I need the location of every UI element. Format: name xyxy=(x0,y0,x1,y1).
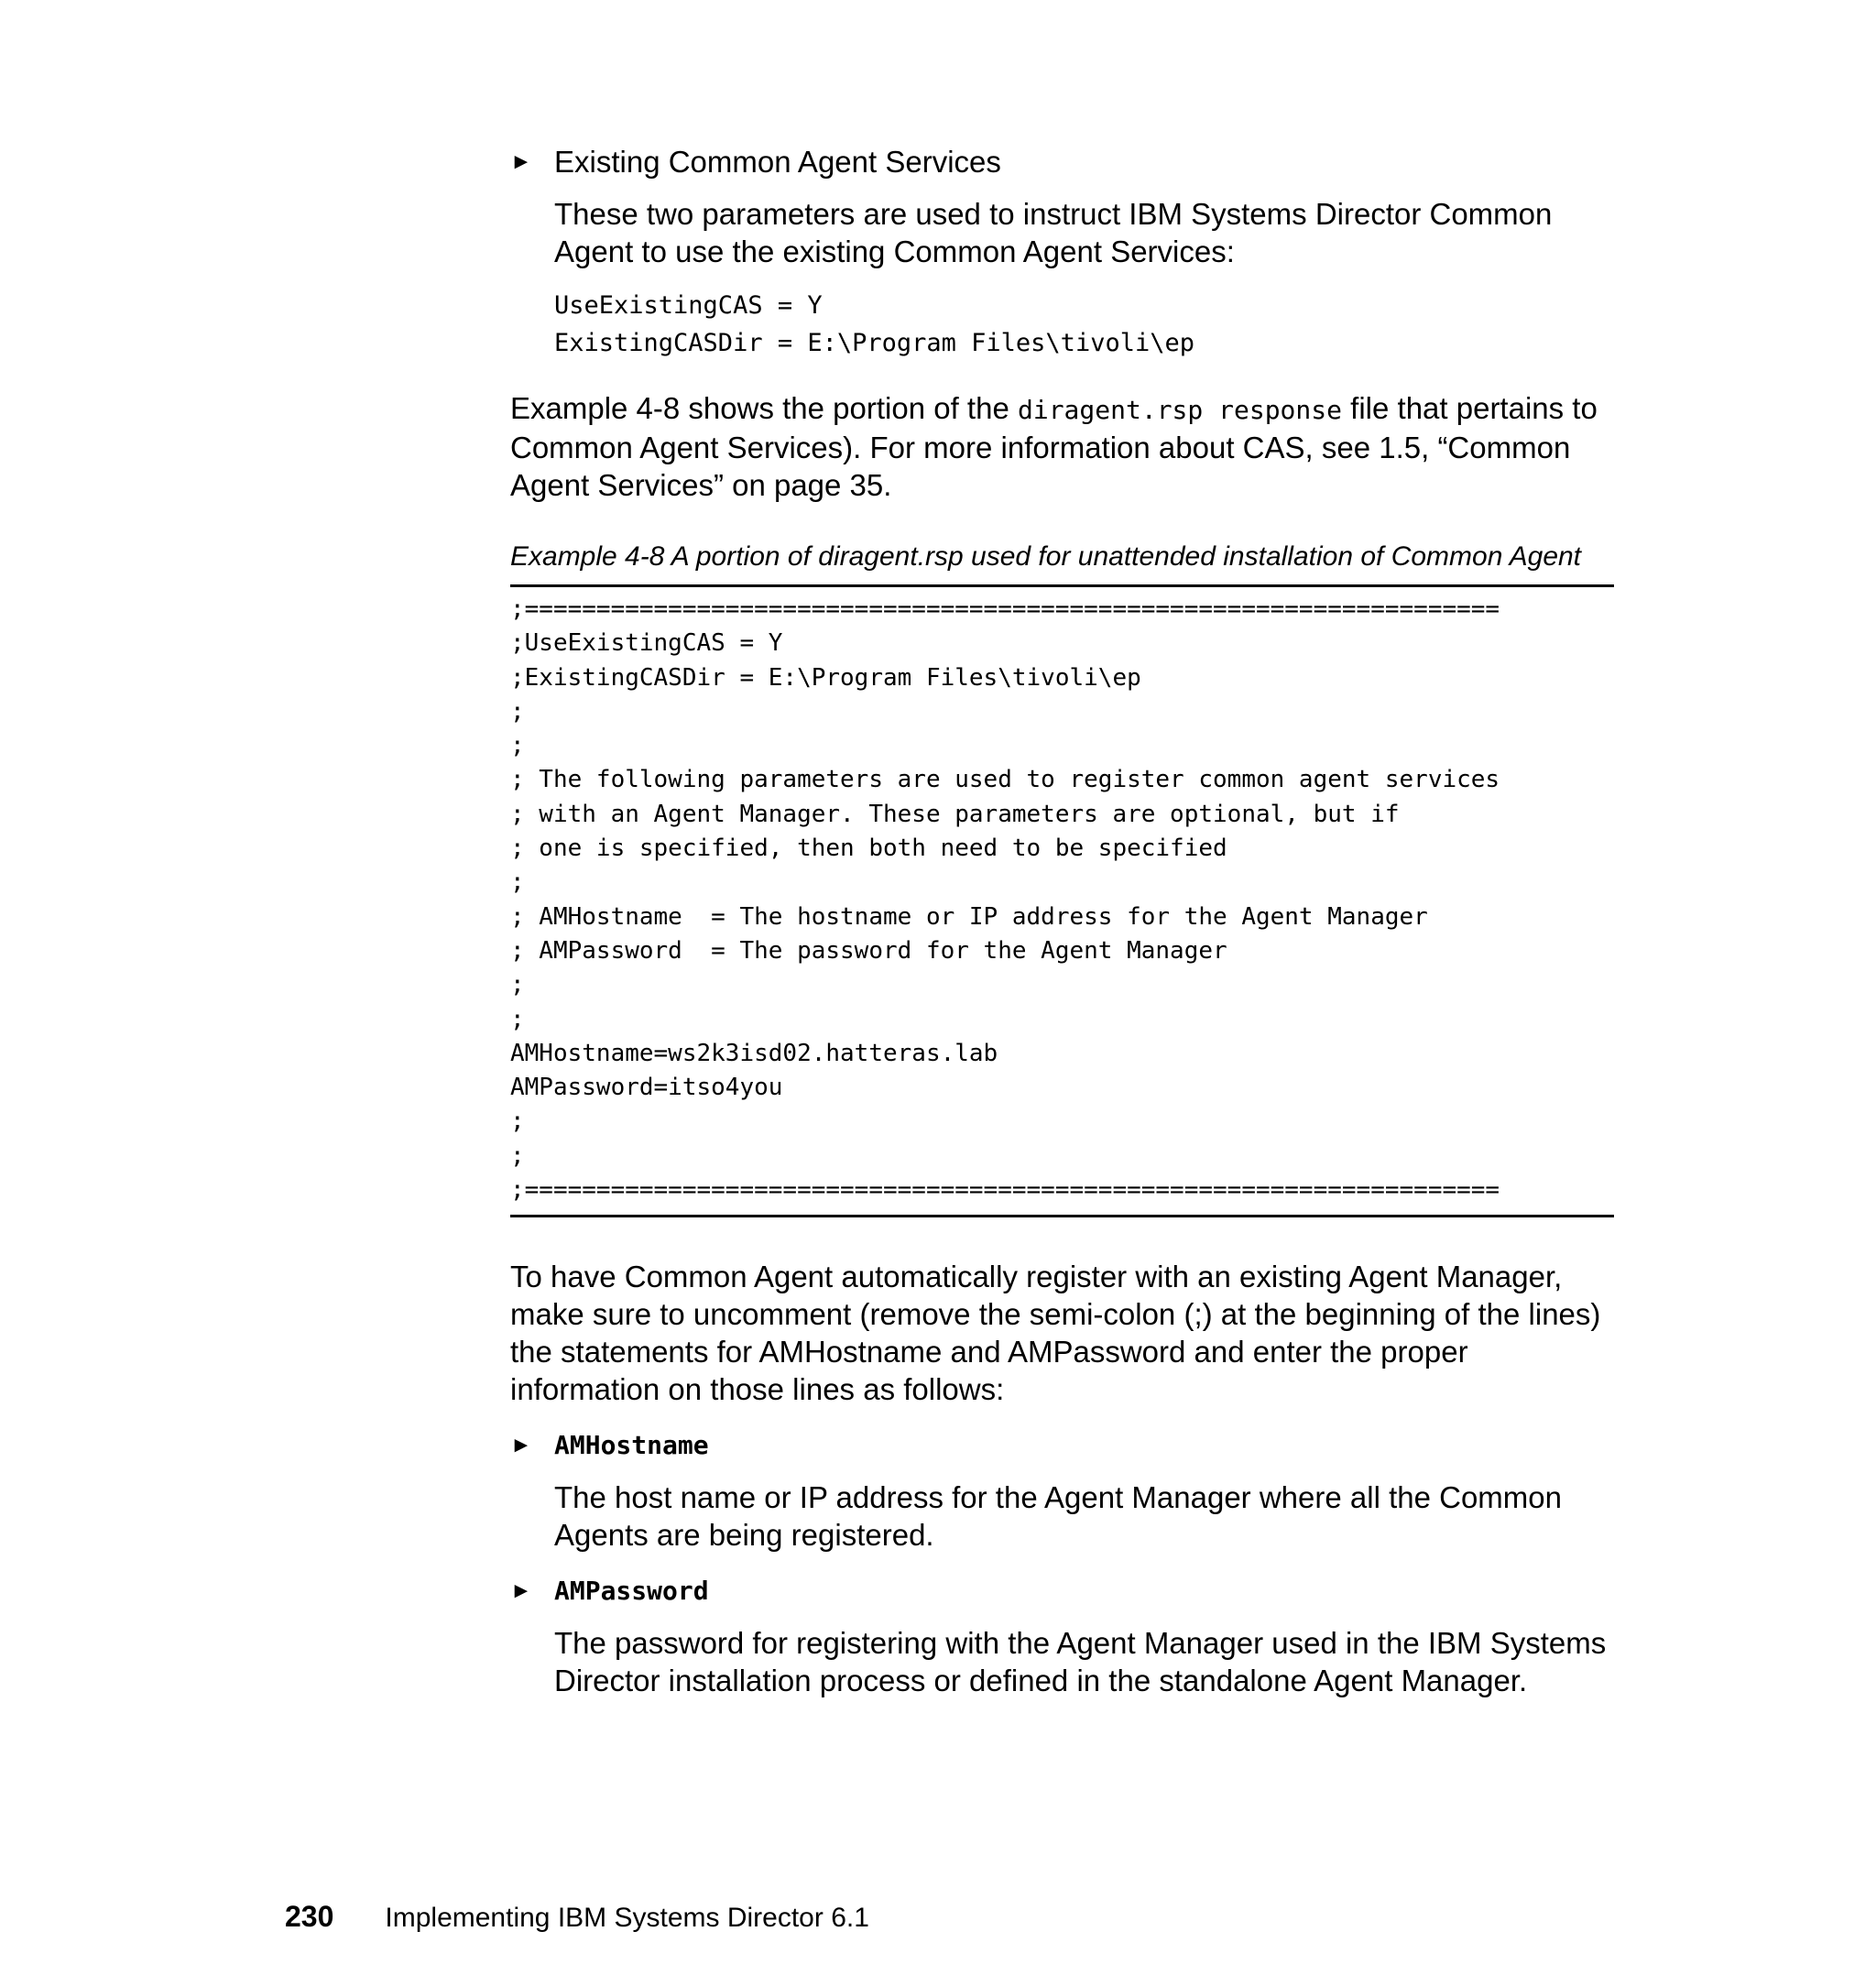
bullet-title: Existing Common Agent Services xyxy=(554,145,1001,179)
page-footer xyxy=(285,1900,869,1935)
paragraph-intro xyxy=(510,389,1614,504)
bullet-description: These two parameters are used to instruct IBM Systems Director Common Agent to use the existing Common Agent Services: xyxy=(554,197,1553,268)
code-snippet: UseExistingCAS = Y ExistingCASDir = E:\Program Files\tivoli\ep xyxy=(554,291,1194,357)
bullet-triangle-icon: ► xyxy=(510,1578,532,1604)
term-description: The password for registering with the Agent Manager used in the IBM Systems Director installation process or defined in the standalone Agent Manager. xyxy=(554,1626,1607,1698)
page-number: 230 xyxy=(285,1900,334,1933)
bullet-ampassword xyxy=(510,1572,1614,1699)
page-content xyxy=(510,143,1614,1699)
paragraph-text: file that pertains to Common Agent Services). For more information about CAS, see 1.5, “Common Agent Services” on page 35. xyxy=(510,391,1598,502)
example-caption: Example 4-8 A portion of diragent.rsp used for unattended installation of Common Agent xyxy=(510,541,1582,572)
paragraph-instructions: To have Common Agent automatically register with an existing Agent Manager, make sure to uncomment (remove the semi-colon (;) at the beginning of the lines) the statements for AMHostname and AMPassword and enter the proper information on those lines as follows: xyxy=(510,1260,1601,1407)
bullet-existing-cas xyxy=(510,143,1614,362)
paragraph-text: Example 4-8 shows the portion of the xyxy=(510,391,1018,425)
term-description: The host name or IP address for the Agent Manager where all the Common Agents are being registered. xyxy=(554,1480,1562,1553)
bullet-triangle-icon: ► xyxy=(510,149,532,174)
bullet-amhostname xyxy=(510,1426,1614,1554)
term-amhostname: AMHostname xyxy=(554,1430,709,1461)
term-ampassword: AMPassword xyxy=(554,1576,709,1607)
example-code: ;==================================================================== ;UseExistingCAS = Y ;ExistingCASDir = E:\Program Files\tivoli\ep ; ; ; The following parameters are used to register common agent services ; with an Agent Manager. These parameters are optional, but if ; one is specified, then both need to be specified ; ; AMHostname = The hostname or IP address for the Agent Manager ; AMPassword = The password for the Agent Manager ; ; AMHostname=ws2k3isd02.hatteras.lab AMPassword=itso4you ; ; ;==================================================================== xyxy=(510,595,1500,1205)
inline-code-filename: diragent.rsp response xyxy=(1017,395,1342,425)
bullet-triangle-icon: ► xyxy=(510,1433,532,1458)
book-title: Implementing IBM Systems Director 6.1 xyxy=(385,1903,869,1933)
example-code-block xyxy=(510,584,1614,1217)
